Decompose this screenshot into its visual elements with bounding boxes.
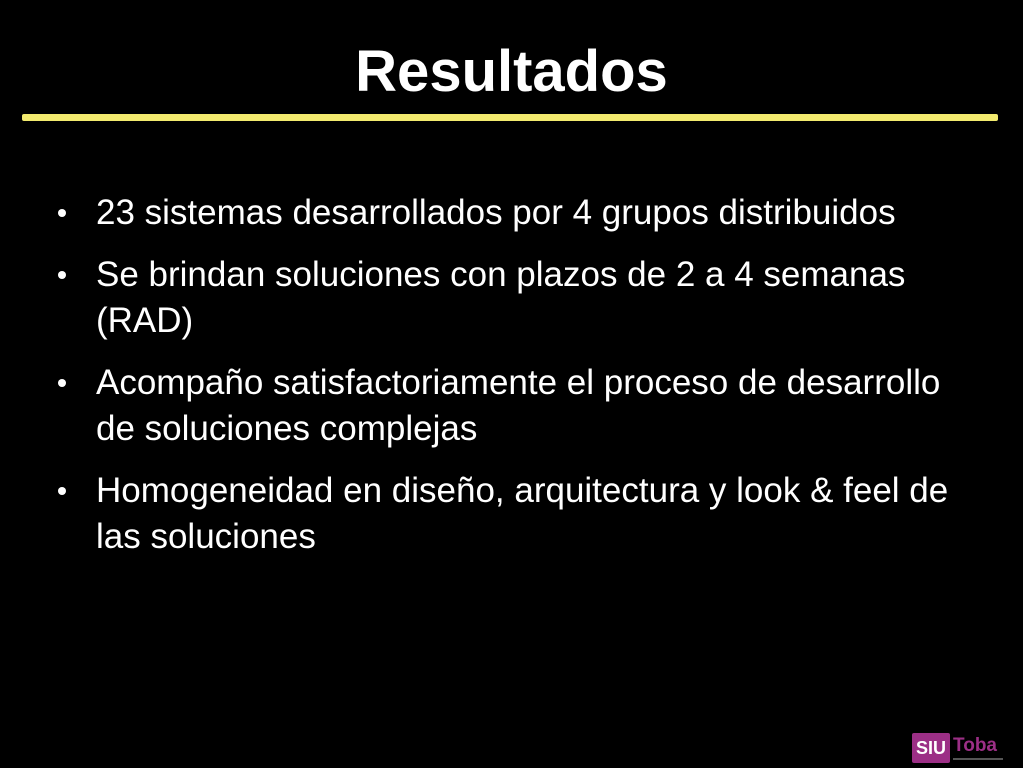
bullet-text: 23 sistemas desarrollados por 4 grupos distribuidos — [96, 193, 896, 232]
logo-toba-text: Toba — [953, 735, 997, 756]
bullet-text: Se brindan soluciones con plazos de 2 a 4 semanas (RAD) — [96, 255, 906, 340]
bullet-item — [58, 360, 988, 452]
siu-toba-logo — [912, 731, 1012, 765]
bullet-dot-icon — [58, 209, 66, 217]
bullet-item — [58, 190, 988, 236]
bullet-item — [58, 252, 988, 344]
logo-toba-block — [953, 736, 1003, 760]
slide-title: Resultados — [355, 39, 668, 104]
bullet-dot-icon — [58, 271, 66, 279]
bullet-text: Homogeneidad en diseño, arquitectura y look & feel de las soluciones — [96, 471, 949, 556]
logo-tagline-mark — [953, 758, 1003, 760]
bullet-item — [58, 468, 988, 560]
bullet-list — [58, 190, 988, 576]
bullet-dot-icon — [58, 487, 66, 495]
title-underline — [22, 114, 998, 121]
bullet-dot-icon — [58, 379, 66, 387]
logo-siu-text: SIU — [912, 733, 950, 763]
bullet-text: Acompaño satisfactoriamente el proceso de desarrollo de soluciones complejas — [96, 363, 941, 448]
